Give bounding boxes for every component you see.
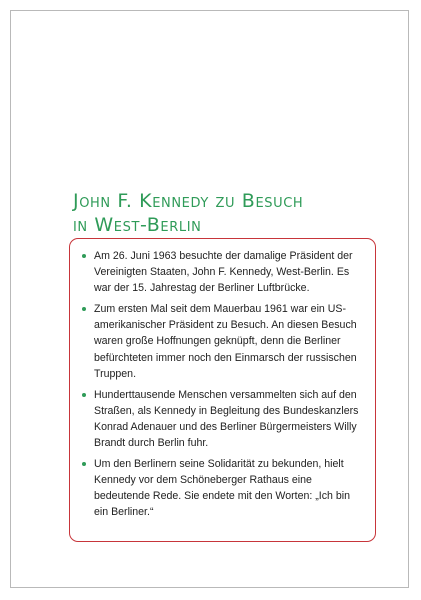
list-item-text: Hunderttausende Menschen versammelten sich auf den Straßen, als Kennedy in Begleitung des Bundeskanzlers Konrad Adenauer und des Berliner Bürgermeisters Willy Brandt durch Berlin fuhr. — [94, 388, 359, 450]
bullet-dot-icon — [82, 462, 86, 466]
bullet-dot-icon — [82, 307, 86, 311]
list-item — [80, 301, 365, 381]
list-item-text: Am 26. Juni 1963 besuchte der damalige Präsident der Vereinigten Staaten, John F. Kennedy, West-Berlin. Es war der 15. Jahrestag der Berliner Luftbrücke. — [94, 250, 353, 295]
list-item — [80, 456, 365, 520]
page-title — [73, 189, 393, 237]
title-line-2: in West-Berlin — [73, 214, 202, 236]
list-item-text: Um den Berlinern seine Solidarität zu bekunden, hielt Kennedy vor dem Schöneberger Rathaus eine bedeutende Rede. Sie endete mit den Worten: „Ich bin ein Berliner.“ — [94, 458, 350, 519]
book-page — [10, 10, 409, 588]
list-item — [80, 248, 365, 296]
info-box — [69, 238, 376, 542]
bullet-dot-icon — [82, 254, 86, 258]
bullet-dot-icon — [82, 393, 86, 397]
bullet-list — [80, 248, 365, 521]
list-item-text: Zum ersten Mal seit dem Mauerbau 1961 war ein US-amerikanischer Präsident zu Besuch. An diesen Besuch waren große Hoffnungen geknüpft, denn die Berliner befürchteten immer noch den Einmarsch der russischen Truppen. — [94, 303, 357, 380]
title-line-1: John F. Kennedy zu Besuch — [73, 190, 304, 212]
list-item — [80, 387, 365, 451]
